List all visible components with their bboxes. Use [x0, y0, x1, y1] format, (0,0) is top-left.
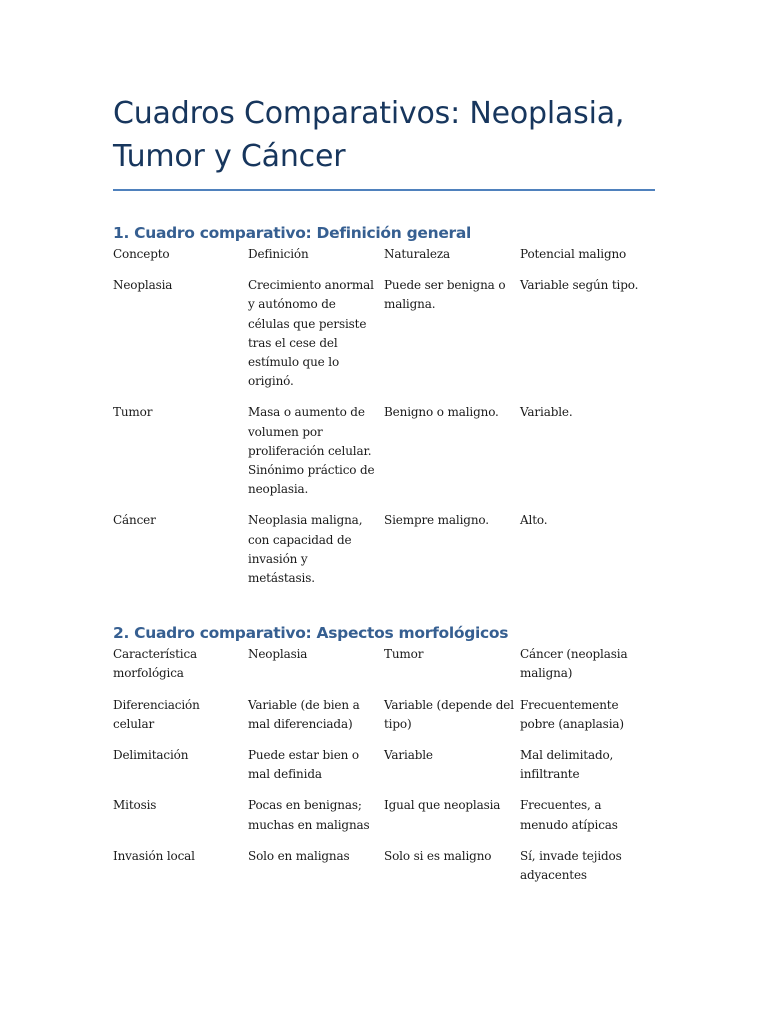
- document-title: [113, 92, 655, 178]
- morphology-table: [113, 643, 655, 897]
- table-row: [113, 696, 655, 746]
- table-cell: Crecimiento anormal y autónomo de células que persiste tras el cese del estímulo que lo originó.: [248, 278, 374, 389]
- section-2-heading: 2. Cuadro comparativo: Aspectos morfológicos: [113, 624, 509, 643]
- column-header: Naturaleza: [384, 247, 451, 261]
- table-cell: Tumor: [113, 405, 153, 420]
- table-row: [113, 796, 655, 846]
- table-cell: Frecuentemente pobre (anaplasia): [520, 697, 624, 731]
- table-cell: Diferenciación celular: [113, 697, 200, 731]
- title-line-2: Tumor y Cáncer: [113, 139, 346, 174]
- column-header: Cáncer (neoplasia maligna): [520, 647, 628, 681]
- column-header: Tumor: [384, 647, 424, 662]
- table-cell: Delimitación: [113, 748, 189, 763]
- table-cell: Mal delimitado, infiltrante: [520, 748, 614, 782]
- table-row: [113, 746, 655, 796]
- column-header: Neoplasia: [248, 647, 308, 662]
- table-cell: Puede estar bien o mal definida: [248, 748, 359, 782]
- table-cell: Neoplasia: [113, 278, 173, 293]
- column-header: Potencial maligno: [520, 247, 627, 261]
- table-header-row: [113, 243, 655, 276]
- table-cell: Solo en malignas: [248, 848, 350, 863]
- table-cell: Variable (depende del tipo): [384, 697, 514, 731]
- table-header-row: [113, 643, 655, 695]
- document-page: [113, 92, 655, 897]
- title-underline: [113, 189, 655, 191]
- table-cell: Alto.: [520, 513, 548, 528]
- title-line-1: Cuadros Comparativos: Neoplasia,: [113, 96, 625, 131]
- table-cell: Invasión local: [113, 848, 195, 863]
- table-cell: Frecuentes, a menudo atípicas: [520, 798, 618, 832]
- column-header: Característica morfológica: [113, 647, 198, 681]
- table-cell: Masa o aumento de volumen por proliferación celular. Sinónimo práctico de neoplasia.: [248, 405, 375, 497]
- table-row: [113, 276, 655, 403]
- table-cell: Mitosis: [113, 798, 157, 813]
- section-1-heading: 1. Cuadro comparativo: Definición general: [113, 224, 472, 242]
- column-header: Concepto: [113, 247, 170, 261]
- table-row: [113, 511, 655, 600]
- table-row: [113, 403, 655, 511]
- column-header: Definición: [248, 247, 309, 261]
- table-cell: Variable según tipo.: [520, 278, 639, 293]
- table-cell: Cáncer: [113, 513, 156, 528]
- table-cell: Pocas en benignas; muchas en malignas: [248, 798, 370, 832]
- table-cell: Sí, invade tejidos adyacentes: [520, 848, 622, 883]
- table-cell: Solo si es maligno: [384, 848, 492, 863]
- table-cell: Puede ser benigna o maligna.: [384, 278, 506, 312]
- table-cell: Benigno o maligno.: [384, 405, 499, 420]
- table-cell: Neoplasia maligna, con capacidad de invasión y metástasis.: [248, 513, 363, 586]
- table-cell: Siempre maligno.: [384, 513, 489, 528]
- table-cell: Variable (de bien a mal diferenciada): [248, 697, 360, 731]
- definition-table: [113, 243, 655, 600]
- table-cell: Variable.: [520, 405, 573, 420]
- table-cell: Igual que neoplasia: [384, 798, 501, 813]
- table-row: [113, 847, 655, 897]
- table-cell: Variable: [384, 748, 433, 763]
